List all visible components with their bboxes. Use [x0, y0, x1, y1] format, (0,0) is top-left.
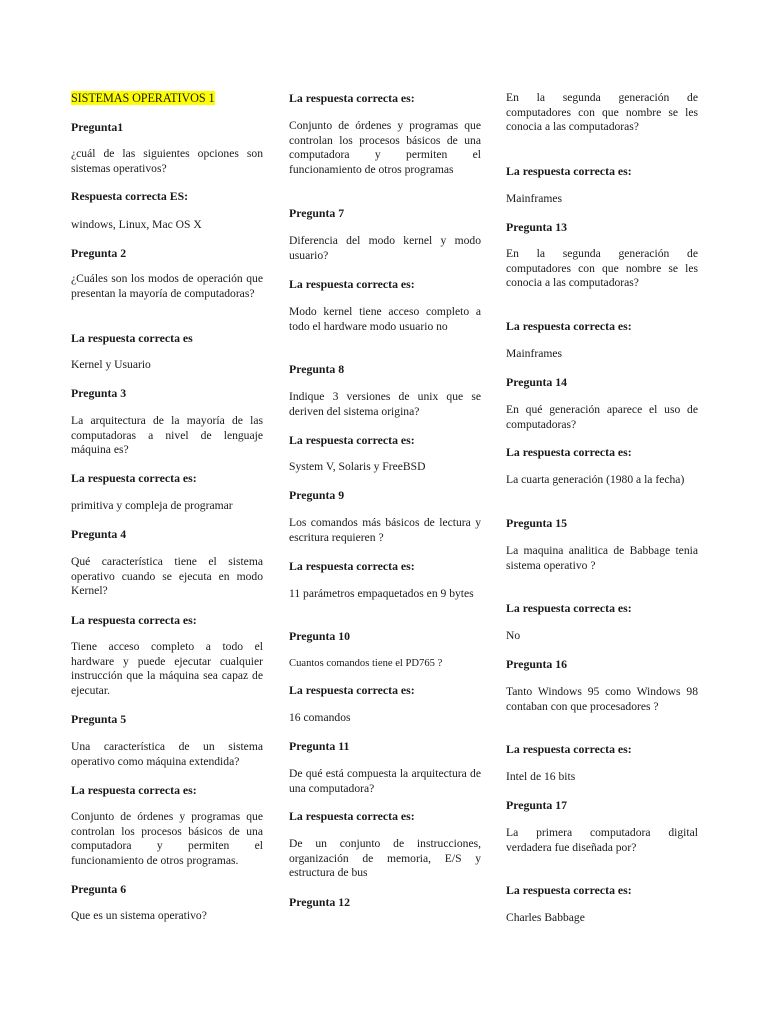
answer-label: La respuesta correcta es: [289, 809, 415, 823]
question-number: Pregunta 2 [71, 246, 127, 260]
paragraph: De qué está compuesta la arquitectura de una computadora? [289, 767, 481, 795]
paragraph: Conjunto de órdenes y programas que controlan los procesos básicos de una computadora y permiten el funcionamiento de otros programas [289, 119, 481, 176]
answer-label: La respuesta correcta es: [289, 91, 415, 105]
question-number: Pregunta 10 [289, 629, 351, 643]
question-number: Pregunta 9 [289, 488, 345, 502]
question-number: Pregunta 16 [506, 657, 568, 671]
paragraph: 16 comandos [289, 711, 351, 724]
paragraph: De un conjunto de instrucciones, organización de memoria, E/S y estructura de bus [289, 837, 481, 880]
paragraph: windows, Linux, Mac OS X [71, 218, 202, 231]
question-number: Pregunta 13 [506, 220, 568, 234]
question-number: Pregunta 15 [506, 516, 568, 530]
answer-label: La respuesta correcta es: [289, 683, 415, 697]
answer-label: La respuesta correcta es: [506, 164, 632, 178]
paragraph: Indique 3 versiones de unix que se deriven del sistema origina? [289, 390, 481, 418]
question-number: Pregunta 6 [71, 882, 127, 896]
answer-label: La respuesta correcta es: [506, 883, 632, 897]
paragraph: Intel de 16 bits [506, 770, 576, 783]
paragraph: Mainframes [506, 347, 563, 360]
question-number: Pregunta 7 [289, 206, 345, 220]
paragraph: Tanto Windows 95 como Windows 98 contaban con que procesadores ? [506, 685, 698, 713]
paragraph: Qué característica tiene el sistema operativo cuando se ejecuta en modo Kernel? [71, 555, 263, 598]
answer-label: La respuesta correcta es [71, 331, 193, 345]
paragraph: Cuantos comandos tiene el PD765 ? [289, 658, 443, 669]
question-number: Pregunta 4 [71, 527, 127, 541]
answer-label: La respuesta correcta es: [71, 471, 197, 485]
answer-label: La respuesta correcta es: [506, 319, 632, 333]
answer-label: La respuesta correcta es: [506, 601, 632, 615]
question-number: Pregunta 3 [71, 386, 127, 400]
paragraph: La maquina analitica de Babbage tenia sistema operativo ? [506, 544, 698, 572]
answer-label: La respuesta correcta es: [71, 613, 197, 627]
paragraph: La primera computadora digital verdadera fue diseñada por? [506, 826, 698, 854]
paragraph: ¿Cuáles son los modos de operación que presentan la mayoría de computadoras? [71, 272, 263, 300]
question-number: Pregunta 12 [289, 895, 351, 909]
paragraph: Diferencia del modo kernel y modo usuario? [289, 234, 481, 262]
answer-label: La respuesta correcta es: [71, 783, 197, 797]
answer-label: La respuesta correcta es: [506, 445, 632, 459]
question-number: Pregunta1 [71, 120, 124, 134]
paragraph: En qué generación aparece el uso de computadoras? [506, 403, 698, 431]
paragraph: Los comandos más básicos de lectura y escritura requieren ? [289, 516, 481, 544]
paragraph: La cuarta generación (1980 a la fecha) [506, 473, 685, 486]
answer-label: La respuesta correcta es: [289, 277, 415, 291]
question-number: Pregunta 11 [289, 739, 350, 753]
paragraph: No [506, 629, 521, 642]
question-number: Pregunta 14 [506, 375, 568, 389]
paragraph: Una característica de un sistema operativo como máquina extendida? [71, 740, 263, 768]
paragraph: Modo kernel tiene acceso completo a todo el hardware modo usuario no [289, 305, 481, 333]
paragraph: Tiene acceso completo a todo el hardware y puede ejecutar cualquier instrucción que la máquina sea capaz de ejecutar. [71, 640, 263, 697]
paragraph: En la segunda generación de computadores con que nombre se les conocia a las computadoras? [506, 247, 698, 290]
question-number: Pregunta 8 [289, 362, 345, 376]
paragraph: En la segunda generación de computadores con que nombre se les conocia a las computadoras? [506, 91, 698, 134]
highlighted-title: SISTEMAS OPERATIVOS 1 [71, 91, 215, 105]
paragraph: primitiva y compleja de programar [71, 499, 233, 512]
paragraph: Kernel y Usuario [71, 358, 151, 371]
document-title [71, 91, 263, 107]
paragraph: ¿cuál de las siguientes opciones son sistemas operativos? [71, 147, 263, 175]
paragraph: Conjunto de órdenes y programas que controlan los procesos básicos de una computadora y permiten el funcionamiento de otros programas. [71, 810, 263, 867]
question-number: Pregunta 17 [506, 798, 568, 812]
paragraph: Charles Babbage [506, 911, 585, 924]
paragraph: La arquitectura de la mayoría de las computadoras a nivel de lenguaje máquina es? [71, 414, 263, 457]
paragraph: 11 parámetros empaquetados en 9 bytes [289, 587, 474, 600]
paragraph: System V, Solaris y FreeBSD [289, 460, 426, 473]
answer-label: La respuesta correcta es: [289, 559, 415, 573]
question-number: Pregunta 5 [71, 712, 127, 726]
answer-label: La respuesta correcta es: [506, 742, 632, 756]
answer-label: La respuesta correcta es: [289, 433, 415, 447]
paragraph: Mainframes [506, 192, 563, 205]
paragraph: Que es un sistema operativo? [71, 909, 207, 922]
answer-label: Respuesta correcta ES: [71, 189, 189, 203]
